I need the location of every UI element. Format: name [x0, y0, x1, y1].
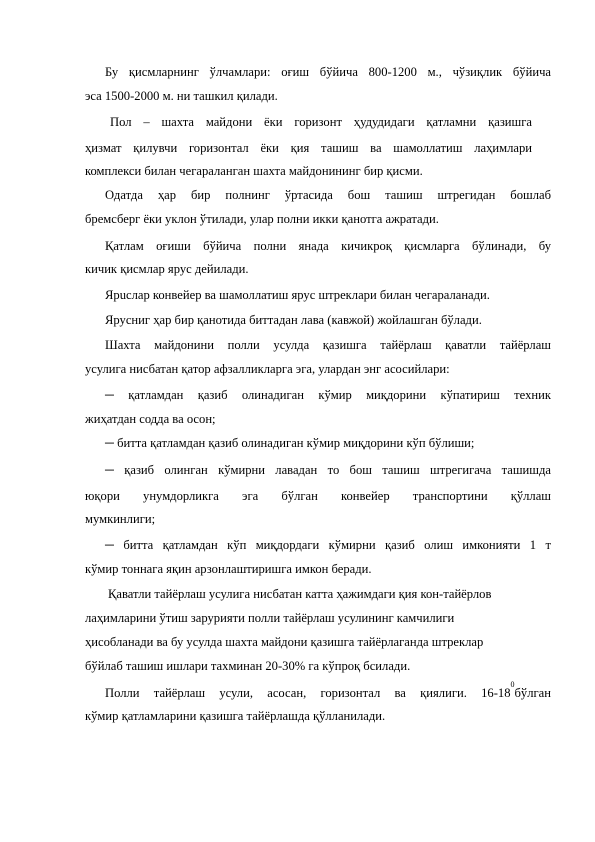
- paragraph-line: Шахта майдонини полли усулда қазишга тайёрлаш қаватли тайёрлаш: [105, 338, 551, 352]
- paragraph-line: Пол – шахта майдони ёки горизонт ҳудудидаги қатламни қазишга: [110, 115, 532, 129]
- paragraph-line-text: Полли тайёрлаш усули, асосан, горизонтал ва қиялиги. 16-18: [105, 686, 511, 700]
- paragraph-line: лаҳимларини ўтиш зарурияти полли тайёрлаш усулининг камчилиги: [85, 611, 455, 625]
- paragraph-line: ҳизмат қилувчи горизонтал ёки қия ташиш ва шамоллатиш лаҳимлари: [85, 141, 532, 155]
- bullet-line: ─ битта қатламдан қазиб олинадиган кўмир миқдорини кўп бўлиши;: [105, 436, 475, 450]
- paragraph-line: Ярuслар конвейер ва шамоллатиш ярус штреклари билан чегараланади.: [105, 288, 490, 302]
- paragraph-line: Қаватли тайёрлаш усулига нисбатан катта ҳажимдаги қия кон-тайёрлов: [108, 587, 492, 601]
- paragraph-line: Қатлам оғиши бўйича полни янада кичикроқ қисмларга бўлинади, бу: [105, 239, 551, 253]
- paragraph-line: кичик қисмлар ярус дейилади.: [85, 262, 249, 276]
- paragraph-line: Бу қисмларнинг ўлчамлари: оғиш бўйича 800-1200 м., чўзиқлик бўйича: [105, 65, 551, 79]
- paragraph-line: кўмир қатламларини қазишга тайёрлашда қўлланилади.: [85, 709, 386, 723]
- paragraph-line: Ярусниг ҳар бир қанотида биттадан лава (кавжой) жойлашган бўлади.: [105, 313, 482, 327]
- paragraph-line: юқори унумдорликга эга бўлган конвейер транспортини қўллаш: [85, 489, 551, 503]
- bullet-line: ─ қазиб олинган кўмирни лавадан то бош ташиш штрегигача ташишда: [105, 463, 551, 477]
- paragraph-line: кўмир тоннага яқин арзонлаштиришга имкон беради.: [85, 562, 372, 576]
- paragraph-line: жиҳатдан содда ва осон;: [85, 412, 216, 426]
- paragraph-line: мумкинлиги;: [85, 512, 156, 526]
- paragraph-line: Одатда ҳар бир полнинг ўртасида бош ташиш штрегидан бошлаб: [105, 188, 551, 202]
- bullet-line: ─ битта қатламдан кўп миқдордаги кўмирни қазиб олиш имконияти 1 т: [105, 538, 551, 552]
- bullet-line: ─ қатламдан қазиб олинадиган кўмир миқдорини кўпатириш техник: [105, 388, 551, 402]
- paragraph-line: комплекси билан чегараланган шахта майдонининг бир қисми.: [85, 164, 423, 178]
- paragraph-line: ҳисобланади ва бу усулда шахта майдони қазишга тайёрлаганда штреклар: [85, 635, 484, 649]
- paragraph-line: усулига нисбатан қатор афзалликларга эга, улардан энг асосийлари:: [85, 362, 450, 376]
- paragraph-line: [105, 680, 551, 701]
- paragraph-line: эса 1500-2000 м. ни ташкил қилади.: [85, 89, 278, 103]
- paragraph-line-text: бўлган: [514, 686, 551, 700]
- paragraph-line: бремсберг ёки уклон ўтилади, улар полни икки қанотга ажратади.: [85, 212, 439, 226]
- degree-superscript: 0: [510, 680, 515, 689]
- paragraph-line: бўйлаб ташиш ишлари тахминан 20-30% га кўпроқ бсилади.: [85, 659, 411, 673]
